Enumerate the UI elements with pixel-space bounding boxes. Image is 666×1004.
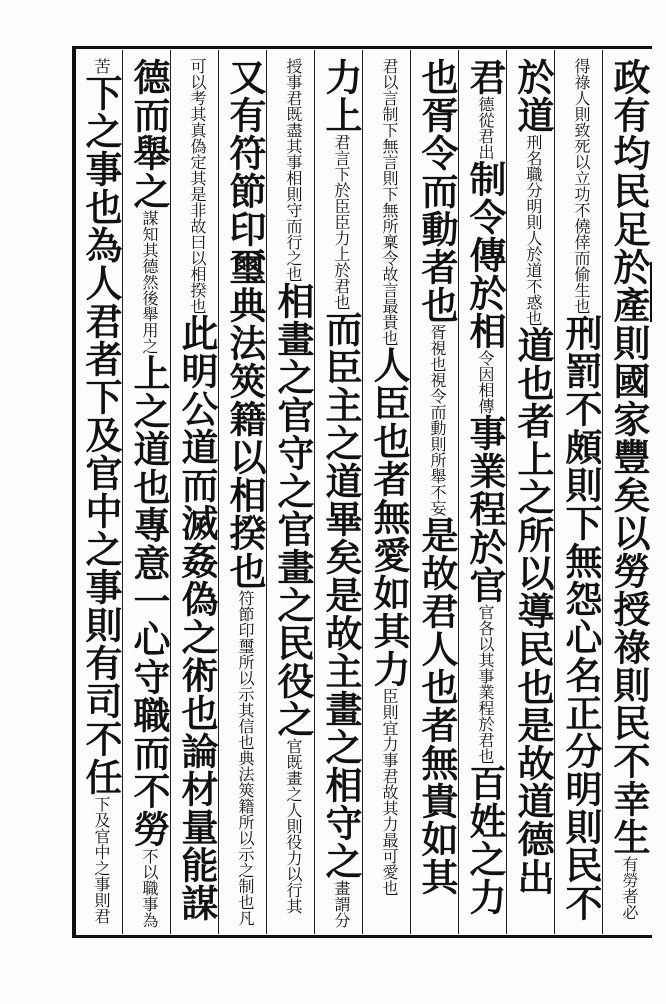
page-edge-tab (650, 262, 666, 322)
text-column-8 (270, 58, 316, 928)
commentary-note: 有勞者必 (620, 856, 639, 920)
commentary-note: 符節印璽所以示其信也典法筴籍所以示之制也凡 (236, 590, 255, 926)
main-text: 德而舉之 (127, 58, 171, 210)
main-text: 道也者上之所以導民也是故道德出 (511, 326, 555, 896)
main-text: 百姓之力 (463, 764, 507, 916)
main-text: 於道 (511, 58, 555, 134)
text-column-2 (558, 58, 604, 928)
commentary-note: 官既畫之人則役力以行其 (284, 738, 303, 914)
commentary-note: 畫謂分 (332, 880, 351, 928)
commentary-note: 君以言制下無言則下無所稟令故言最貴也 (380, 58, 399, 346)
commentary-note: 官各以其事業程於君也 (476, 604, 495, 764)
text-column-4 (462, 58, 508, 928)
main-text: 是故君人也者無貴如其 (415, 516, 459, 896)
main-text: 君 (463, 58, 507, 96)
text-column-11 (126, 58, 172, 928)
text-column-12 (78, 58, 124, 928)
main-text: 制令傳於相 (463, 160, 507, 350)
main-text: 下之事也為人君者下及官中之事則有司不任 (79, 74, 123, 796)
commentary-note: 授事君既盡其事相則守而行之也 (284, 58, 303, 282)
text-column-6 (366, 58, 412, 928)
commentary-note: 君言下於臣臣力上於君也 (332, 134, 351, 310)
main-text: 事業程於官 (463, 414, 507, 604)
commentary-note: 下及官中之事則君 (92, 796, 111, 924)
main-text: 刑罰不頗則下無怨心名正分明則民不 (559, 314, 603, 922)
text-column-7 (318, 58, 364, 928)
main-text: 也胥令而動者也 (415, 58, 459, 324)
main-text: 又有符節印璽典法筴籍以相揆也 (223, 58, 267, 590)
commentary-note: 得祿人則致死以立功不僥倖而偷生也 (572, 58, 591, 314)
main-text: 力上 (319, 58, 363, 134)
commentary-note: 令因相傳 (476, 350, 495, 414)
text-column-5 (414, 58, 460, 928)
commentary-note: 刑名職分明則人於道不惑也 (524, 134, 543, 326)
commentary-note: 臣則宜力事君故其力最可愛也 (380, 688, 399, 896)
text-column-10 (174, 58, 220, 928)
commentary-note: 德從君出 (476, 96, 495, 160)
commentary-note: 不以職事為 (140, 848, 159, 928)
commentary-note: 苦 (92, 58, 111, 74)
main-text: 而臣主之道畢矣是故主畫之相守之 (319, 310, 363, 880)
text-column-9 (222, 58, 268, 928)
main-text: 政有均民足於產則國家豐矣以勞授祿則民不幸生 (607, 58, 651, 856)
commentary-note: 謀知其德然後舉用之 (140, 210, 159, 354)
main-text: 此明公道而滅姦偽之術也論材量能謀 (175, 314, 219, 922)
commentary-note: 可以考其真偽定其是非故曰以相揆也 (188, 58, 207, 314)
text-column-3 (510, 58, 556, 928)
commentary-note: 胥視也視令而動則所舉不妄 (428, 324, 447, 516)
main-text: 上之道也專意一心守職而不勞 (127, 354, 171, 848)
text-column-1 (606, 58, 652, 928)
main-text: 人臣也者無愛如其力 (367, 346, 411, 688)
main-text: 相畫之官守之官畫之民役之 (271, 282, 315, 738)
